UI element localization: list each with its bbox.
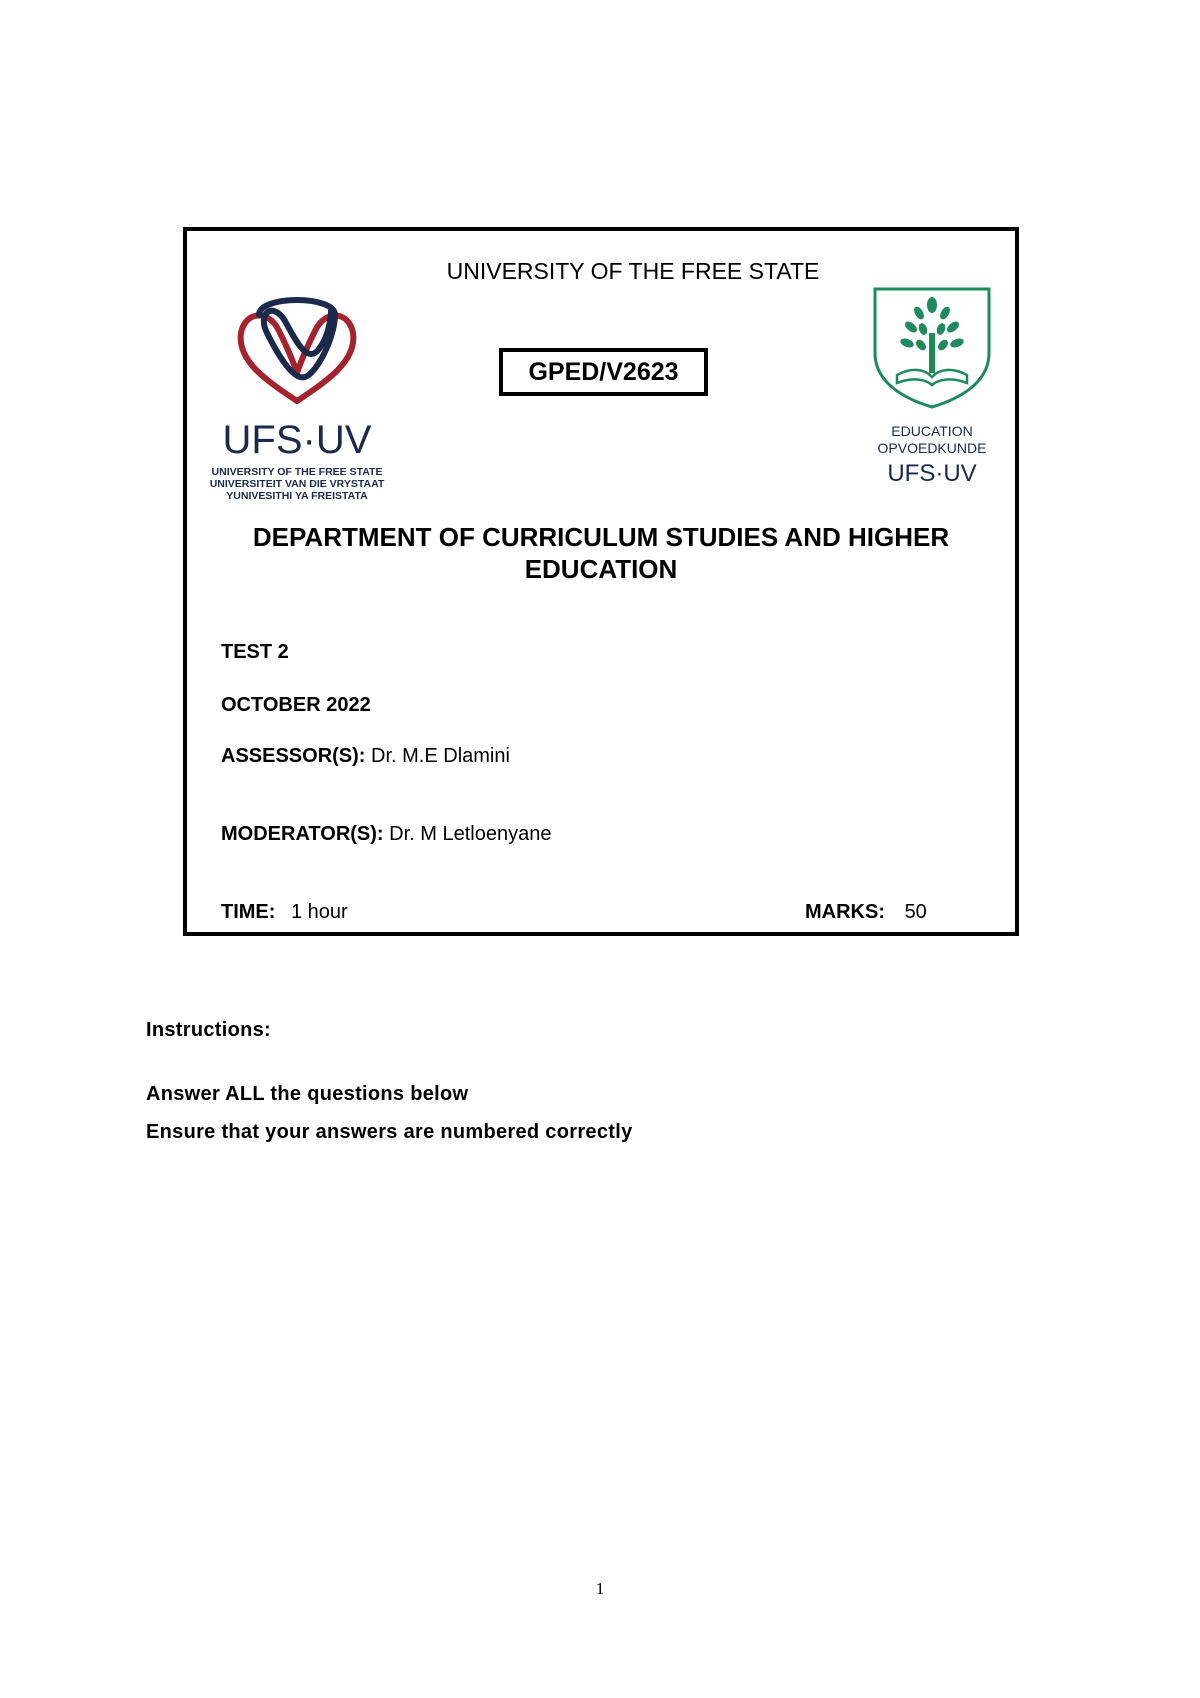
instruction-item-2: Ensure that your answers are numbered correctly (146, 1121, 633, 1143)
department-title: DEPARTMENT OF CURRICULUM STUDIES AND HIGHER EDUCATION (252, 522, 950, 584)
ufs-wordmark: UFS·UV (222, 418, 372, 462)
date-label: OCTOBER 2022 (221, 694, 371, 716)
time-row (221, 901, 348, 924)
assessor-value: Dr. M.E Dlamini (371, 745, 510, 767)
cover-box (183, 227, 1019, 936)
test-label: TEST 2 (221, 641, 289, 663)
assessor-row (221, 745, 510, 768)
marks-label: MARKS: (805, 901, 885, 923)
marks-value: 50 (904, 901, 927, 923)
education-logo-line1: EDUCATION (891, 423, 973, 439)
instructions-heading: Instructions: (146, 1019, 272, 1041)
marks-row (805, 901, 927, 924)
ufs-logo-line2: UNIVERSITEIT VAN DIE VRYSTAAT (209, 478, 385, 490)
ufs-logo (207, 281, 387, 501)
time-label: TIME: (221, 901, 276, 923)
time-value: 1 hour (291, 901, 348, 923)
ufs-heart-logo-icon (207, 281, 387, 501)
education-wordmark: UFS·UV (887, 460, 977, 487)
assessor-label: ASSESSOR(S): (221, 745, 366, 767)
education-logo-line2: OPVOEDKUNDE (877, 440, 987, 456)
moderator-label: MODERATOR(S): (221, 823, 384, 845)
education-logo (867, 283, 997, 493)
course-code: GPED/V2623 (528, 357, 679, 386)
ufs-logo-line1: UNIVERSITY OF THE FREE STATE (211, 466, 383, 478)
course-code-box (499, 348, 708, 396)
ufs-logo-line3: YUNIVESITHI YA FREISTATA (226, 490, 368, 501)
university-name: UNIVERSITY OF THE FREE STATE (446, 258, 820, 284)
moderator-row (221, 823, 551, 846)
page-number: 1 (595, 1579, 605, 1598)
instruction-item-1: Answer ALL the questions below (146, 1083, 469, 1105)
education-tree-shield-icon (867, 283, 997, 493)
moderator-value: Dr. M Letloenyane (389, 823, 552, 845)
